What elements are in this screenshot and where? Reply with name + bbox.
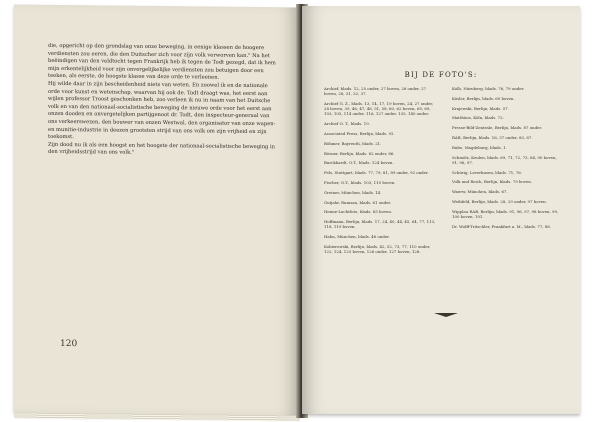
- paragraph: Zijn dood nu ik als een hoogst en het hoogste der nationaal-socialistische beweging in den vrijheidsstrijd van ons volk.": [48, 141, 275, 157]
- credit-entry: Kösler, Berlijn, blads. 69 boven.: [452, 95, 515, 101]
- credit-entry: RAB, Berlijn, blads. 16, 37 onder, 83, 87.: [452, 134, 533, 140]
- credit-entry: Hoffmann, Berlijn, blads. 17, 24, 40, 44, 45, 64, 77, 113, 118, 119 boven.: [324, 219, 436, 230]
- credit-entry: Schürig, Leverkusen, blads. 71, 76.: [452, 169, 522, 175]
- credit-entry: Gutjahr, Rumsan, blads. 61 onder.: [324, 199, 392, 205]
- credit-entry: Fischer, O.T., blads. 103, 110 boven.: [324, 179, 396, 185]
- credit-entry: Hahn, München, blads. 46 onder.: [324, 234, 390, 240]
- left-page-text: [48, 43, 278, 159]
- photo-credits-columns: [324, 86, 564, 259]
- credit-entry: Dr. Wolff-Tritschler, Frankfurt a. M., blads. 77, 88.: [452, 223, 552, 229]
- credit-entry: Kobierowski, Berlijn, blads. 42, 52, 73, 77, 110 onder, 122, 124, 125 boven, 126 onder, 127 boven, 128.: [324, 243, 431, 255]
- credit-entry: Rube, Magdeburg, blads. 1.: [452, 144, 507, 150]
- credits-column-left: [324, 86, 436, 259]
- credit-entry: Presse-Bild-Zentrale, Berlijn, blads. 87 onder.: [452, 125, 543, 131]
- page-number: 120: [60, 338, 78, 350]
- credit-entry: Schmölz, Keulen, blads. 69, 71, 72, 73, 84, 90 boven, 91, 96, 97.: [452, 154, 557, 165]
- credit-entry: Krajewski, Berlijn, blads. 57.: [452, 105, 509, 111]
- paragraph: die, opgericht op den grondslag van onze beweging, in eenige klassen de hoogere verdiensten zou eeren, die den Duitscher zich voor zijn volk verworven kan." Na het beëindigen van den veldtocht tegen Frankrijk heb ik tegen de Todt gezegd, dat ik hem mijn erkentelijkheid voor zijn onvergelijkelijke verdiensten zou betuigen door een teeken, als eerste, de hoogste klasse van deze orde te verleenen.: [48, 42, 276, 82]
- credit-entry: Henne-Luchtfoto, blads. 85 boven.: [324, 209, 393, 215]
- credit-entry: Greiner, München, blads. 14.: [324, 189, 382, 195]
- credit-entry: Fels, Stuttgart, blads. 77, 79, 81, 89 onder, 92 onder.: [324, 170, 429, 176]
- paragraph: Hij wilde daar in zijn bescheidenheid niets van weten. En zoowel ik en de nationale orde voor kunst en wetenschap, waarvan hij ook de. Todt draagt was, het eerst aan wijlen professor Troost geschonken heb, zoo verleen ik nu in naam van het Duitsche volk en van den nationaal-socialistische beweging de nieuwe orde voor het eerst aan onzen dooden en onvergetelijken partijgenoot dr. Todt, den inspecteur-generaal van ons verkeerswezen, den bouwer van onzen Westwal, den organisator van onze wapen- en munitie-industrie in deezen grootsten strijd van ons volk om zijn vrijheid en zijn toekomst.: [48, 80, 276, 141]
- open-book: [14, 6, 580, 414]
- credit-entry: Archief O. T., blads. 19.: [324, 121, 370, 127]
- credit-entry: Waerw, München, blads. 67.: [452, 189, 508, 195]
- left-page: [14, 5, 300, 416]
- credit-entry: Kolb, Nürnberg, blads. 76, 79 onder.: [452, 86, 525, 91]
- credit-entry: Matthäus, Köln, blads. 72.: [452, 115, 504, 121]
- credit-entry: Wipplau RAB, Berlijn, blads. 91, 96, 97, 98 boven, 99, 100 boven, 101.: [452, 208, 559, 219]
- credit-entry: Volk und Reich, Berlijn, blads. 79 boven.: [452, 179, 532, 185]
- credit-entry: Associated Press, Berlijn, blads. 91.: [324, 131, 395, 136]
- credit-entry: Burckhardt, O.T., blads. 124 boven.: [324, 160, 394, 166]
- credit-entry: Böhmer, Bayreuth, blads. 21.: [324, 140, 382, 146]
- credit-entry: Bösner, Berlijn, blads. 82 onder, 86.: [324, 150, 395, 156]
- right-page: [302, 6, 580, 414]
- photo-credits-title: BIJ DE FOTO'S:: [404, 71, 478, 79]
- credit-entry: Archief, blads. 12, 25 onder, 27 boven, 28 onder, 27 boven, 28, 31, 32, 37.: [324, 86, 427, 97]
- credits-column-right: [452, 86, 564, 259]
- credit-entry: Archief G. Z., blads. 13, 14, 17, 19 boven, 24, 27 onder, 28 boven, 39, 46, 47, 48, 51, 58, 60, 62 boven, 65, 69, 103, 105, 114 onder, 116, 127 onder, 135, 140 onder.: [324, 101, 434, 117]
- credit-entry: Weihfeld, Berlijn, blads. 28, 29 onder, 97 boven.: [452, 198, 547, 204]
- end-ornament-icon: [434, 313, 458, 317]
- page-edge: [14, 413, 300, 422]
